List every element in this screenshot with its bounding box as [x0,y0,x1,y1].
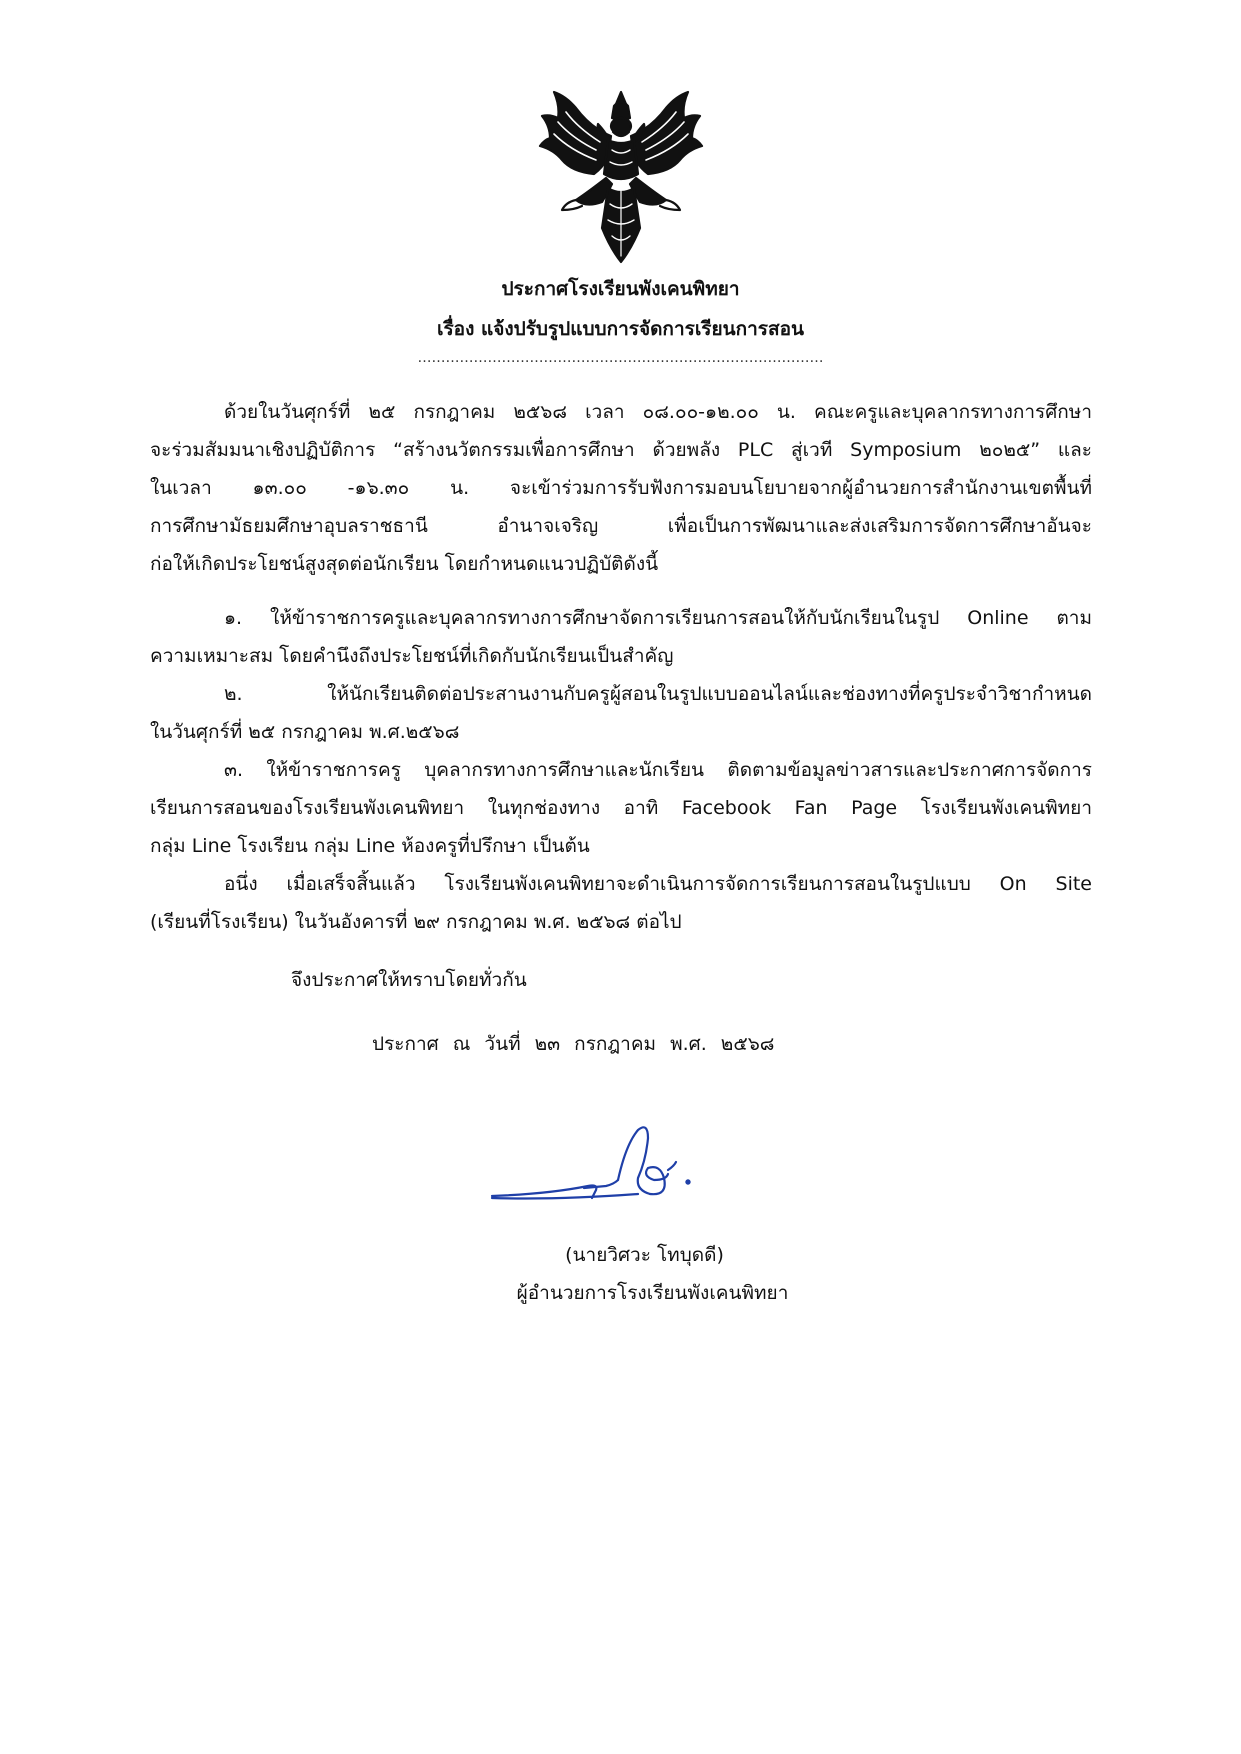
signer-name: (นายวิศวะ โทบุดดี) [565,1244,724,1266]
garuda-emblem-icon [536,88,706,266]
item-2-line: ในวันศุกร์ที่ ๒๕ กรกฎาคม พ.ศ.๒๕๖๘ [150,721,460,743]
intro-line: ในเวลา ๑๓.๐๐ -๑๖.๓๐ น. จะเข้าร่วมการรับฟังการมอบนโยบายจากผู้อำนวยการสำนักงานเขตพื้นที่ [150,477,1092,499]
item-2-line: ๒. ให้นักเรียนติดต่อประสานงานกับครูผู้สอนในรูปแบบออนไลน์และช่องทางที่ครูประจำวิชากำหนด [224,683,1092,705]
note-line: อนึ่ง เมื่อเสร็จสิ้นแล้ว โรงเรียนพังเคนพิทยาจะดำเนินการจัดการเรียนการสอนในรูปแบบ On Site [224,873,1092,895]
intro-line: ก่อให้เกิดประโยชน์สูงสุดต่อนักเรียน โดยกำหนดแนวปฏิบัติดังนี้ [150,553,659,575]
announcement-dateline: ประกาศ ณ วันที่ ๒๓ กรกฎาคม พ.ศ. ๒๕๖๘ [372,1033,775,1055]
announcement-title: ประกาศโรงเรียนพังเคนพิทยา [501,278,740,300]
announcement-subject: เรื่อง แจ้งปรับรูปแบบการจัดการเรียนการสอน [436,318,805,340]
signer-position: ผู้อำนวยการโรงเรียนพังเคนพิทยา [516,1282,789,1304]
item-1-line: ๑. ให้ข้าราชการครูและบุคลากรทางการศึกษาจัดการเรียนการสอนให้กับนักเรียนในรูป Online ตาม [224,607,1092,629]
intro-line: จะร่วมสัมมนาเชิงปฏิบัติการ “สร้างนวัตกรรมเพื่อการศึกษา ด้วยพลัง PLC สู่เวที Symposium ๒๐๒๕” และ [150,439,1092,461]
intro-line: ด้วยในวันศุกร์ที่ ๒๕ กรกฎาคม ๒๕๖๘ เวลา ๐๘.๐๐-๑๒.๐๐ น. คณะครูและบุคลากรทางการศึกษา [224,401,1092,423]
closing-statement: จึงประกาศให้ทราบโดยทั่วกัน [291,969,527,991]
item-1-line: ความเหมาะสม โดยคำนึงถึงประโยชน์ที่เกิดกับนักเรียนเป็นสำคัญ [150,645,674,667]
item-3-line: เรียนการสอนของโรงเรียนพังเคนพิทยา ในทุกช่องทาง อาทิ Facebook Fan Page โรงเรียนพังเคนพิทยา [150,797,1092,819]
intro-line: การศึกษามัธยมศึกษาอุบลราชธานี อำนาจเจริญ เพื่อเป็นการพัฒนาและส่งเสริมการจัดการศึกษาอันจะ [150,515,1092,537]
note-line: (เรียนที่โรงเรียน) ในวันอังคารที่ ๒๙ กรกฎาคม พ.ศ. ๒๕๖๘ ต่อไป [150,911,682,933]
item-3-line: กลุ่ม Line โรงเรียน กลุ่ม Line ห้องครูที่ปรึกษา เป็นต้น [150,835,590,857]
handwritten-signature [488,1124,718,1214]
title-separator: …………………………………………………………………………… [417,350,824,366]
item-3-line: ๓. ให้ข้าราชการครู บุคลากรทางการศึกษาและนักเรียน ติดตามข้อมูลข่าวสารและประกาศการจัดการ [224,759,1092,781]
